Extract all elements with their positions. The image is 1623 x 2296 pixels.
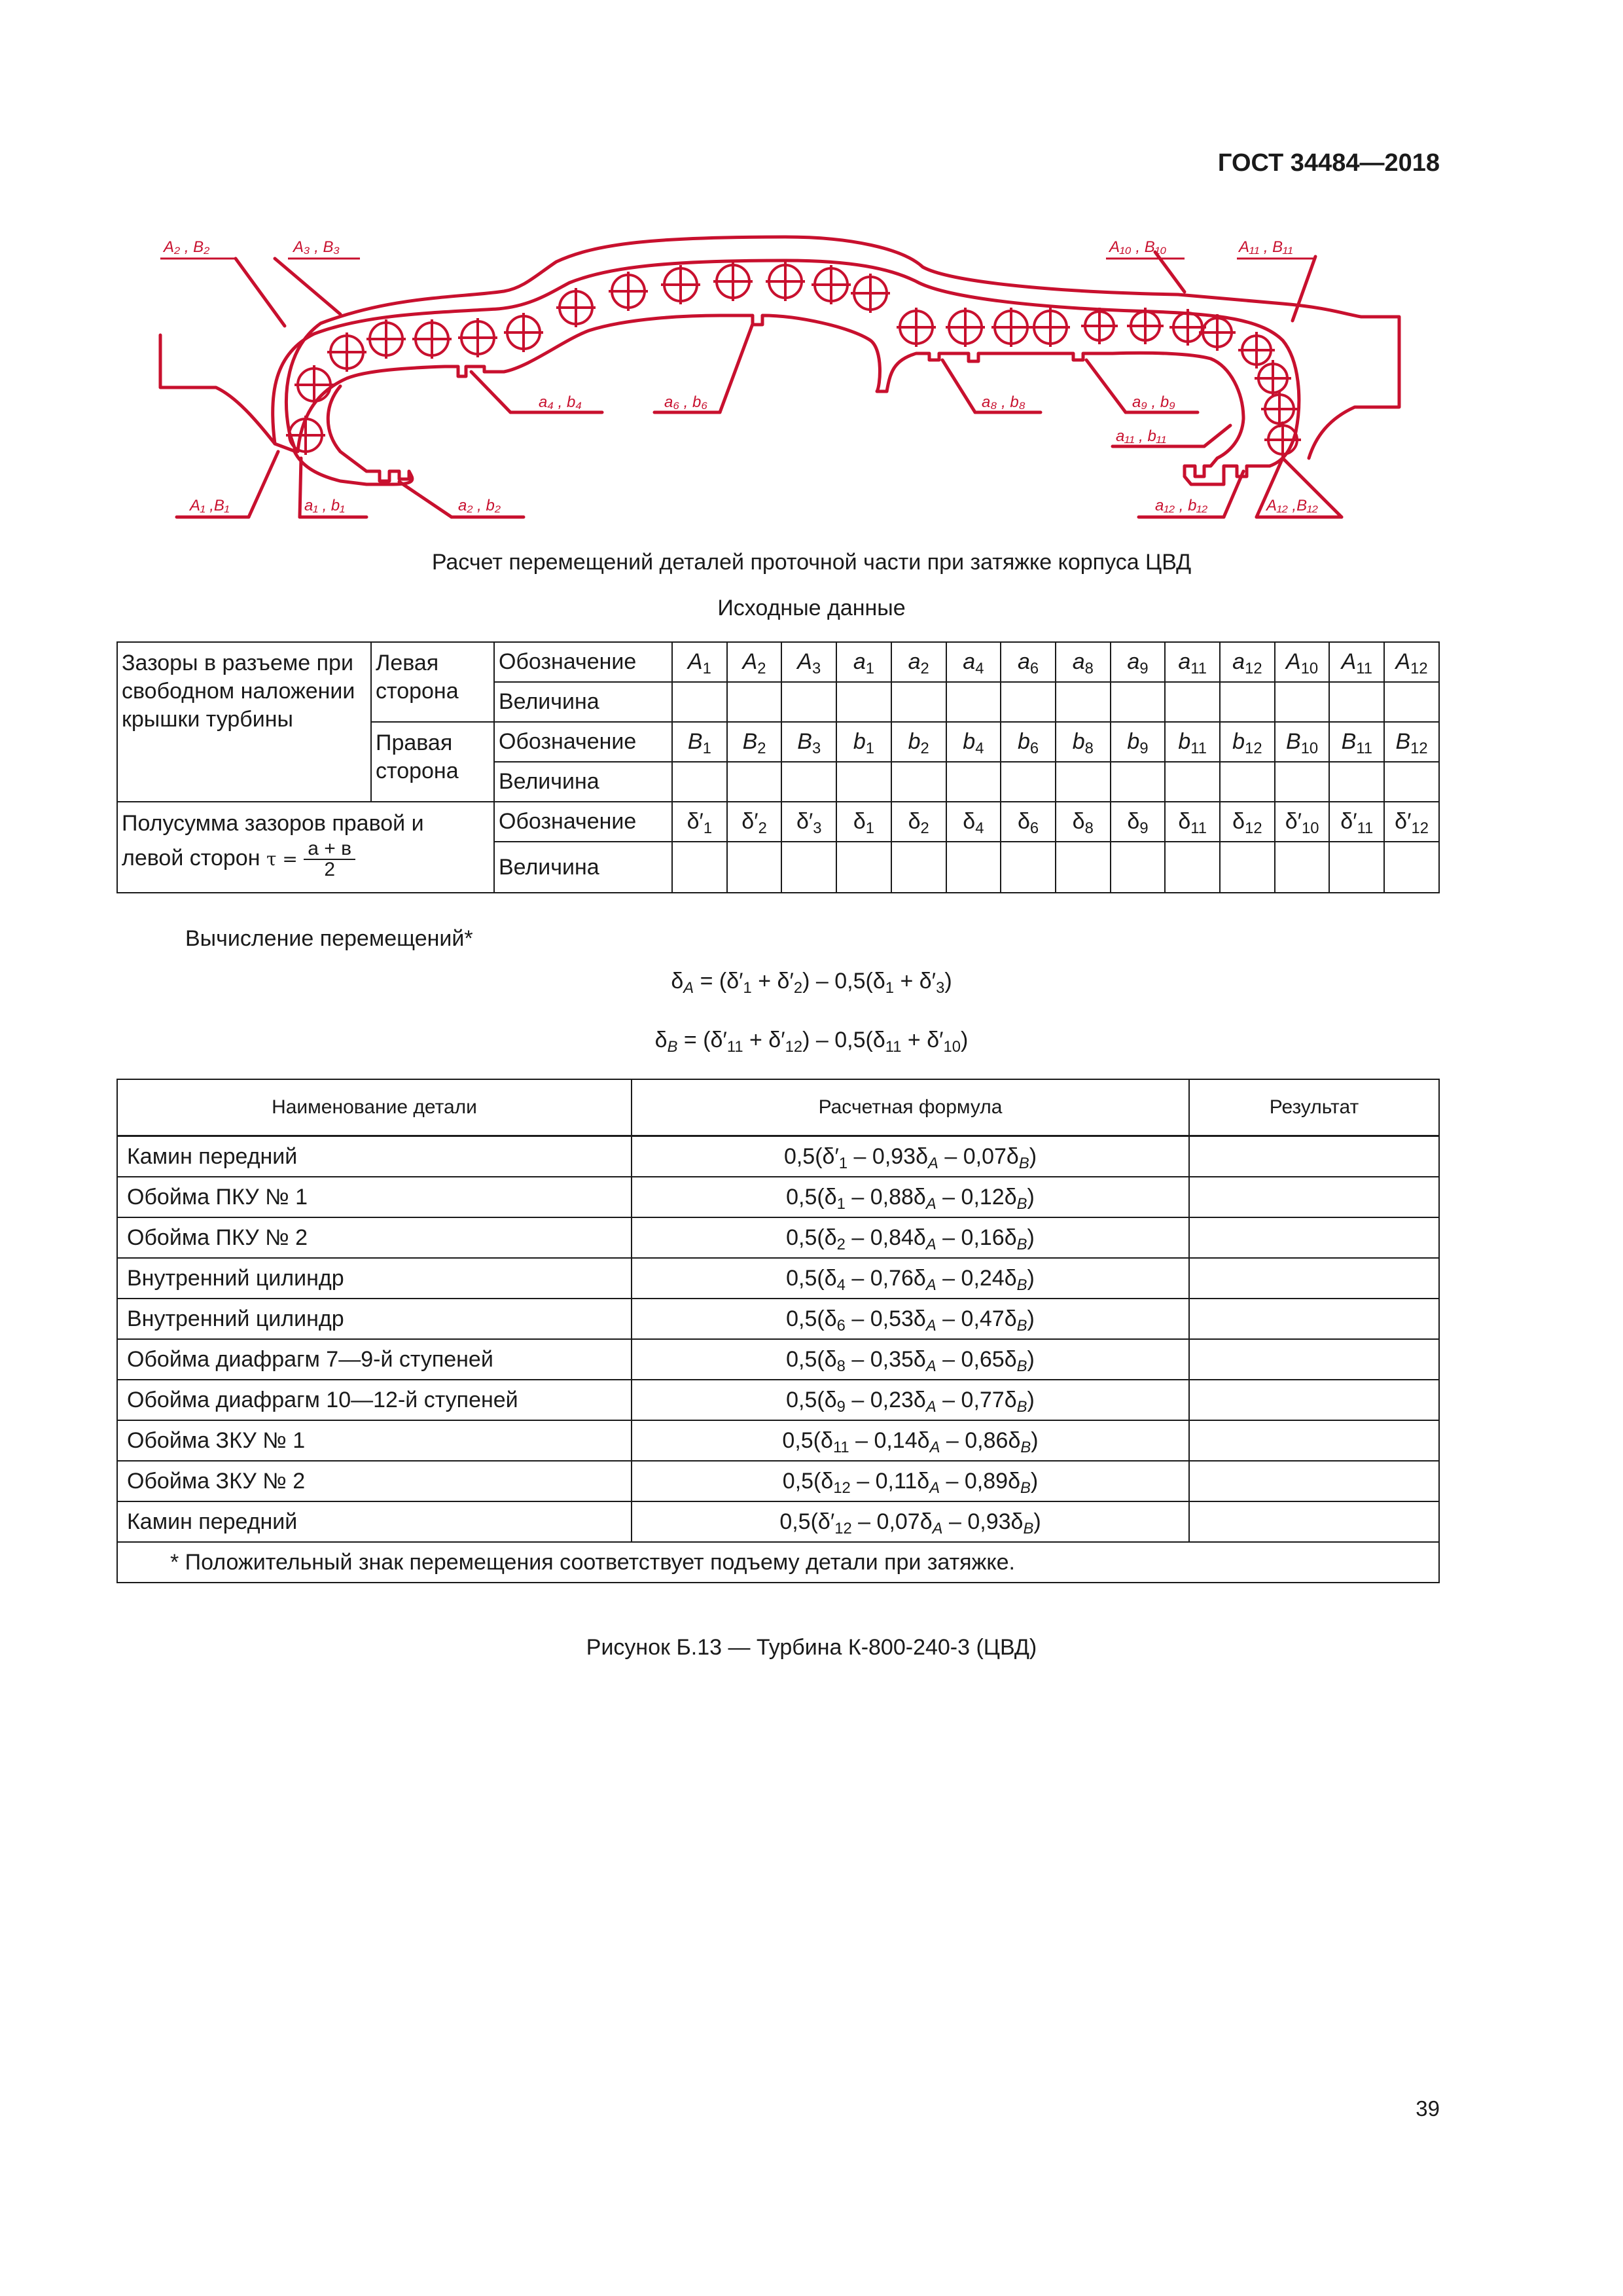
label-a8b8: a₈ , b₈ bbox=[982, 393, 1026, 411]
bolt-circle bbox=[1031, 308, 1070, 347]
sym-cell: $A_{12}$ bbox=[1384, 642, 1439, 682]
bolt-circle bbox=[812, 265, 851, 304]
result-cell bbox=[1189, 1461, 1439, 1501]
value-label: Величина bbox=[494, 842, 672, 893]
calc-title: Вычисление перемещений* bbox=[185, 926, 473, 951]
bolt-circle bbox=[294, 365, 334, 404]
calc-formula: $0,5(\delta_6 - 0,53\delta_A - 0,47\delta_B)$ bbox=[632, 1299, 1189, 1339]
table-row bbox=[117, 1217, 1439, 1258]
label-a6b6: a₆ , b₆ bbox=[664, 393, 708, 411]
result-cell bbox=[1189, 1420, 1439, 1461]
part-name: Обойма ПКУ № 1 bbox=[117, 1177, 632, 1217]
delta-cell: $\delta_6$ bbox=[1001, 802, 1056, 842]
bolt-circle bbox=[366, 319, 406, 359]
bolt-circle bbox=[609, 272, 648, 311]
value-label: Величина bbox=[494, 762, 672, 802]
label-a11b11: a₁₁ , b₁₁ bbox=[1116, 427, 1166, 445]
bolt-circle bbox=[1255, 360, 1291, 397]
table-row bbox=[117, 802, 1439, 842]
table-row bbox=[117, 642, 1439, 682]
sym-cell: $a_8$ bbox=[1056, 642, 1111, 682]
displacement-table bbox=[116, 1079, 1440, 1583]
part-name: Обойма диафрагм 7—9-й ступеней bbox=[117, 1339, 632, 1380]
bolt-circle bbox=[458, 318, 497, 357]
delta-cell: $\delta_1$ bbox=[836, 802, 891, 842]
delta-cell: $\delta_9$ bbox=[1111, 802, 1166, 842]
sym-cell: $a_9$ bbox=[1111, 642, 1166, 682]
result-cell bbox=[1189, 1136, 1439, 1177]
sym-cell: $B_{11}$ bbox=[1329, 722, 1384, 762]
designation-label: Обозначение bbox=[494, 802, 672, 842]
leader-a1b1 bbox=[249, 452, 278, 517]
calc-formula: $0,5(\delta_9 - 0,23\delta_A - 0,77\delta_B)$ bbox=[632, 1380, 1189, 1420]
result-cell bbox=[1189, 1299, 1439, 1339]
label-A1B1: A₁ ,B₁ bbox=[190, 497, 230, 514]
bolt-circle bbox=[713, 262, 753, 301]
label-A2B2: A₂ , B₂ bbox=[164, 238, 210, 256]
calc-formula: $0,5(\delta'_1 - 0,93\delta_A - 0,07\delta_B)$ bbox=[632, 1136, 1189, 1177]
sym-cell: $b_8$ bbox=[1056, 722, 1111, 762]
drawing-caption: Расчет перемещений деталей проточной части при затяжке корпуса ЦВД bbox=[431, 550, 1192, 575]
part-name: Обойма диафрагм 10—12-й ступеней bbox=[117, 1380, 632, 1420]
leader-sa8b8 bbox=[942, 360, 975, 412]
bolt-circle bbox=[851, 274, 890, 313]
right-side-label: Правая сторона bbox=[371, 722, 494, 802]
part-name: Обойма ПКУ № 2 bbox=[117, 1217, 632, 1258]
sym-cell: $B_3$ bbox=[781, 722, 836, 762]
leader-sa4b4 bbox=[471, 372, 510, 412]
label-a1b1: a₁ , b₁ bbox=[304, 497, 345, 514]
sym-cell: $b_4$ bbox=[946, 722, 1001, 762]
table-header-row bbox=[117, 1079, 1439, 1136]
delta-cell: $\delta'_{11}$ bbox=[1329, 802, 1384, 842]
sym-cell: $B_{12}$ bbox=[1384, 722, 1439, 762]
bolt-circle bbox=[412, 319, 452, 359]
sym-cell: $A_1$ bbox=[672, 642, 727, 682]
bolt-circle bbox=[766, 262, 805, 301]
result-cell bbox=[1189, 1380, 1439, 1420]
page-number: 39 bbox=[1416, 2096, 1440, 2121]
label-A10B10: A₁₀ , B₁₀ bbox=[1109, 238, 1167, 256]
part-name: Камин передний bbox=[117, 1501, 632, 1542]
result-cell bbox=[1189, 1177, 1439, 1217]
result-cell bbox=[1189, 1217, 1439, 1258]
sym-cell: $b_{12}$ bbox=[1220, 722, 1275, 762]
bolt-circle bbox=[897, 308, 936, 347]
delta-cell: $\delta'_3$ bbox=[781, 802, 836, 842]
sym-cell: $B_{10}$ bbox=[1275, 722, 1330, 762]
bolt-circle bbox=[556, 288, 596, 327]
leader-a2b2 bbox=[236, 259, 285, 326]
label-A3B3: A₃ , B₃ bbox=[293, 238, 340, 256]
label-A12B12: A₁₂ ,B₁₂ bbox=[1266, 497, 1318, 514]
sym-cell: $a_6$ bbox=[1001, 642, 1056, 682]
table-row bbox=[117, 1339, 1439, 1380]
delta-cell: $\delta_2$ bbox=[891, 802, 946, 842]
result-cell bbox=[1189, 1258, 1439, 1299]
sym-cell: $b_6$ bbox=[1001, 722, 1056, 762]
sym-cell: $a_2$ bbox=[891, 642, 946, 682]
table-row bbox=[117, 1461, 1439, 1501]
part-name: Обойма ЗКУ № 2 bbox=[117, 1461, 632, 1501]
leader-sa6b6 bbox=[720, 324, 753, 412]
leader-a3b3 bbox=[275, 259, 340, 314]
bolt-circle bbox=[1261, 391, 1298, 427]
sym-cell: $b_2$ bbox=[891, 722, 946, 762]
col-header-name: Наименование детали bbox=[117, 1079, 632, 1136]
table-row bbox=[117, 1420, 1439, 1461]
delta-cell: $\delta_4$ bbox=[946, 802, 1001, 842]
sym-cell: $b_1$ bbox=[836, 722, 891, 762]
calc-formula: $0,5(\delta_1 - 0,88\delta_A - 0,12\delta_B)$ bbox=[632, 1177, 1189, 1217]
part-name: Внутренний цилиндр bbox=[117, 1299, 632, 1339]
leader-sa9b9 bbox=[1086, 360, 1126, 412]
part-name: Камин передний bbox=[117, 1136, 632, 1177]
calc-formula: $0,5(\delta_{11} - 0,14\delta_A - 0,86\delta_B)$ bbox=[632, 1420, 1189, 1461]
formula-delta-b: $\delta_B = (\delta'_{11} + \delta'_{12}) - 0,5(\delta_{11} + \delta'_{10})$ bbox=[654, 1028, 969, 1056]
sym-cell: $a_4$ bbox=[946, 642, 1001, 682]
col-header-formula: Расчетная формула bbox=[632, 1079, 1189, 1136]
sym-cell: $A_{11}$ bbox=[1329, 642, 1384, 682]
bolt-circle bbox=[661, 265, 700, 304]
half-sum-label: Полусумма зазоров правой и левой сторон τ = $\frac{а + в}{2}$ bbox=[117, 802, 494, 893]
delta-cell: $\delta'_1$ bbox=[672, 802, 727, 842]
calc-formula: $0,5(\delta_4 - 0,76\delta_A - 0,24\delta_B)$ bbox=[632, 1258, 1189, 1299]
result-cell bbox=[1189, 1339, 1439, 1380]
delta-cell: $\delta'_{10}$ bbox=[1275, 802, 1330, 842]
leader-sa1b1 bbox=[300, 458, 301, 517]
sym-cell: $B_1$ bbox=[672, 722, 727, 762]
leader-a11b11 bbox=[1293, 257, 1315, 321]
delta-cell: $\delta_{12}$ bbox=[1220, 802, 1275, 842]
calc-formula: $0,5(\delta_8 - 0,35\delta_A - 0,65\delta_B)$ bbox=[632, 1339, 1189, 1380]
part-name: Обойма ЗКУ № 1 bbox=[117, 1420, 632, 1461]
label-A11B11: A₁₁ , B₁₁ bbox=[1239, 238, 1293, 256]
calc-formula: $0,5(\delta_2 - 0,84\delta_A - 0,16\delta_B)$ bbox=[632, 1217, 1189, 1258]
table-note: * Положительный знак перемещения соответствует подъему детали при затяжке. bbox=[117, 1542, 1439, 1583]
leader-sa2b2 bbox=[399, 482, 452, 517]
standard-header: ГОСТ 34484—2018 bbox=[1217, 149, 1440, 177]
sym-cell: $A_2$ bbox=[727, 642, 782, 682]
table-row bbox=[117, 1501, 1439, 1542]
label-a4b4: a₄ , b₄ bbox=[539, 393, 582, 411]
turbine-section-drawing bbox=[0, 0, 1623, 537]
leader-sa11b11-d bbox=[1204, 425, 1230, 446]
label-a9b9: a₉ , b₉ bbox=[1132, 393, 1175, 411]
bolt-circle bbox=[504, 313, 543, 352]
delta-cell: $\delta'_{12}$ bbox=[1384, 802, 1439, 842]
delta-cell: $\delta'_2$ bbox=[727, 802, 782, 842]
sym-cell: $a_{12}$ bbox=[1220, 642, 1275, 682]
leader-sa12b12 bbox=[1224, 471, 1243, 517]
table-row bbox=[117, 1258, 1439, 1299]
value-label: Величина bbox=[494, 682, 672, 722]
col-header-result: Результат bbox=[1189, 1079, 1439, 1136]
table-row bbox=[117, 1380, 1439, 1420]
table-row bbox=[117, 1299, 1439, 1339]
part-name: Внутренний цилиндр bbox=[117, 1258, 632, 1299]
tau-fraction: $\frac{а + в}{2}$ bbox=[304, 839, 355, 880]
formula-delta-a: $\delta_A = (\delta'_1 + \delta'_2) - 0,5(\delta_1 + \delta'_3)$ bbox=[671, 969, 952, 997]
result-cell bbox=[1189, 1501, 1439, 1542]
table-note-row bbox=[117, 1542, 1439, 1583]
sym-cell: $b_{11}$ bbox=[1165, 722, 1220, 762]
sym-cell: $b_9$ bbox=[1111, 722, 1166, 762]
calc-formula: $0,5(\delta_{12} - 0,11\delta_A - 0,89\delta_B)$ bbox=[632, 1461, 1189, 1501]
table-row bbox=[117, 1177, 1439, 1217]
input-data-title: Исходные данные bbox=[717, 596, 906, 620]
designation-label: Обозначение bbox=[494, 642, 672, 682]
delta-cell: $\delta_8$ bbox=[1056, 802, 1111, 842]
bolt-circle bbox=[991, 308, 1031, 347]
designation-label: Обозначение bbox=[494, 722, 672, 762]
bolt-circle bbox=[327, 332, 366, 372]
table-row bbox=[117, 1136, 1439, 1177]
figure-caption: Рисунок Б.13 — Турбина К-800-240-3 (ЦВД) bbox=[586, 1635, 1037, 1660]
sym-cell: $A_3$ bbox=[781, 642, 836, 682]
label-a12b12: a₁₂ , b₁₂ bbox=[1155, 497, 1208, 514]
bolt-circle bbox=[946, 308, 985, 347]
sym-cell: $a_1$ bbox=[836, 642, 891, 682]
input-data-table bbox=[116, 641, 1440, 893]
bolt-circle bbox=[1238, 332, 1275, 368]
lower-contour-right bbox=[887, 353, 1270, 484]
calc-formula: $0,5(\delta'_{12} - 0,07\delta_A - 0,93\delta_B)$ bbox=[632, 1501, 1189, 1542]
left-side-label: Левая сторона bbox=[371, 642, 494, 722]
label-a2b2: a₂ , b₂ bbox=[458, 497, 501, 514]
delta-cell: $\delta_{11}$ bbox=[1165, 802, 1220, 842]
sym-cell: $a_{11}$ bbox=[1165, 642, 1220, 682]
bolt-circle bbox=[1081, 308, 1118, 344]
gaps-group-label: Зазоры в разъеме при свободном наложении крышки турбины bbox=[117, 642, 371, 802]
sym-cell: $A_{10}$ bbox=[1275, 642, 1330, 682]
sym-cell: $B_2$ bbox=[727, 722, 782, 762]
